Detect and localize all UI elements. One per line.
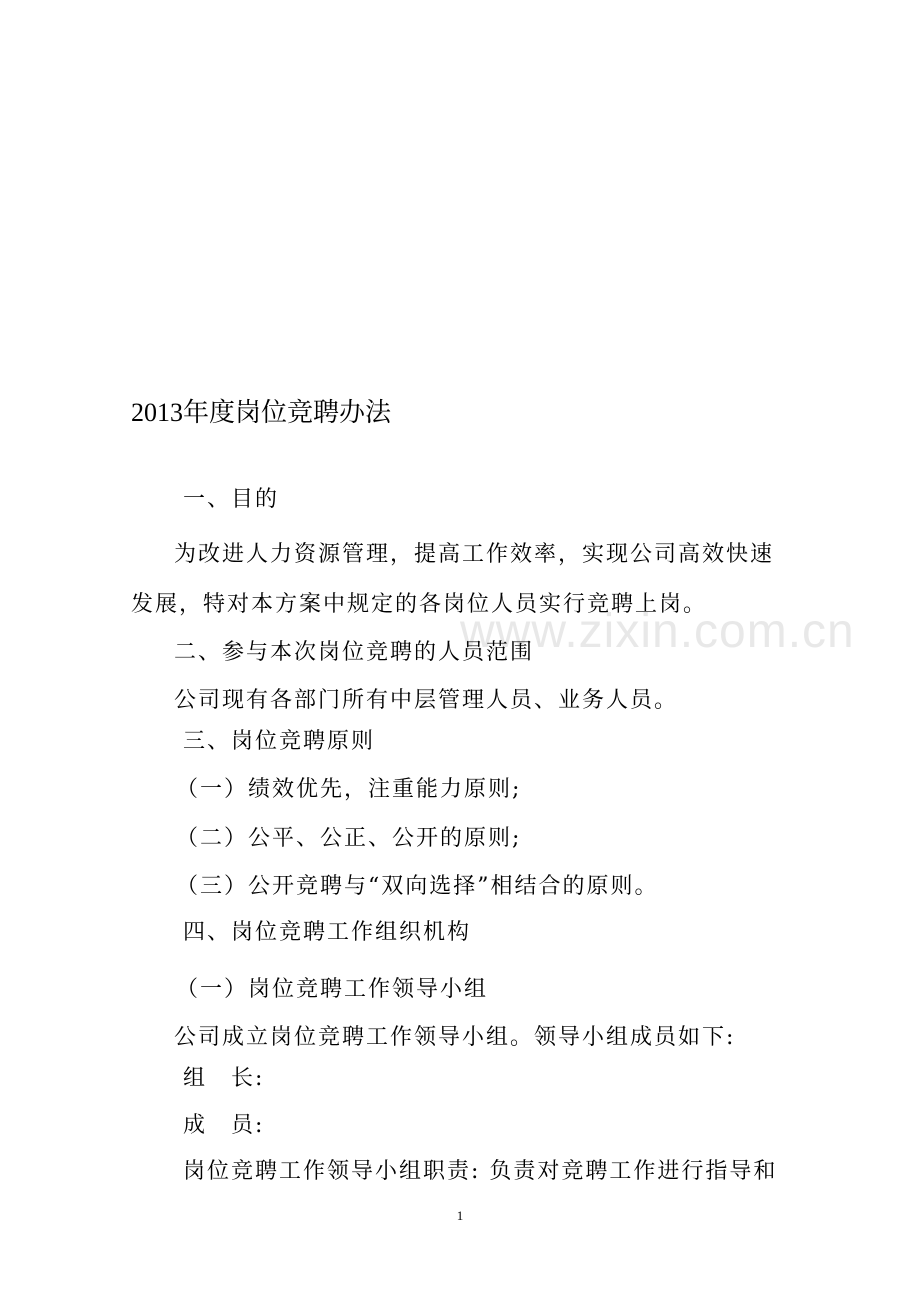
list-item: （三）公开竞聘与“双向选择”相结合的原则。 — [176, 874, 659, 899]
section-heading-scope: 二、参与本次岗位竞聘的人员范围 — [174, 640, 535, 665]
subsection-heading: （一）岗位竞聘工作领导小组 — [176, 977, 489, 1002]
list-item: （一）绩效优先，注重能力原则; — [176, 777, 522, 802]
paragraph-line: 岗位竞聘工作领导小组职责: 负责对竞聘工作进行指导和 — [183, 1159, 778, 1184]
paragraph-line: 发展，特对本方案中规定的各岗位人员实行竞聘上岗。 — [131, 592, 708, 617]
paragraph-line: 公司成立岗位竞聘工作领导小组。领导小组成员如下: — [174, 1025, 736, 1050]
section-heading-principles: 三、岗位竞聘原则 — [183, 729, 376, 754]
watermark: www.zixin.com.cn — [460, 605, 855, 658]
paragraph-line: 为改进人力资源管理，提高工作效率，实现公司高效快速 — [174, 542, 775, 567]
member-label-leader: 组 长: — [183, 1066, 265, 1091]
member-label-members: 成 员: — [183, 1113, 265, 1138]
section-heading-organization: 四、岗位竞聘工作组织机构 — [183, 920, 472, 945]
page-number: 1 — [456, 1208, 464, 1223]
paragraph-line: 公司现有各部门所有中层管理人员、业务人员。 — [174, 688, 679, 713]
document-title: 2013年度岗位竞聘办法 — [131, 398, 392, 427]
section-heading-purpose: 一、目的 — [183, 487, 280, 512]
list-item: （二）公平、公正、公开的原则; — [176, 826, 522, 851]
